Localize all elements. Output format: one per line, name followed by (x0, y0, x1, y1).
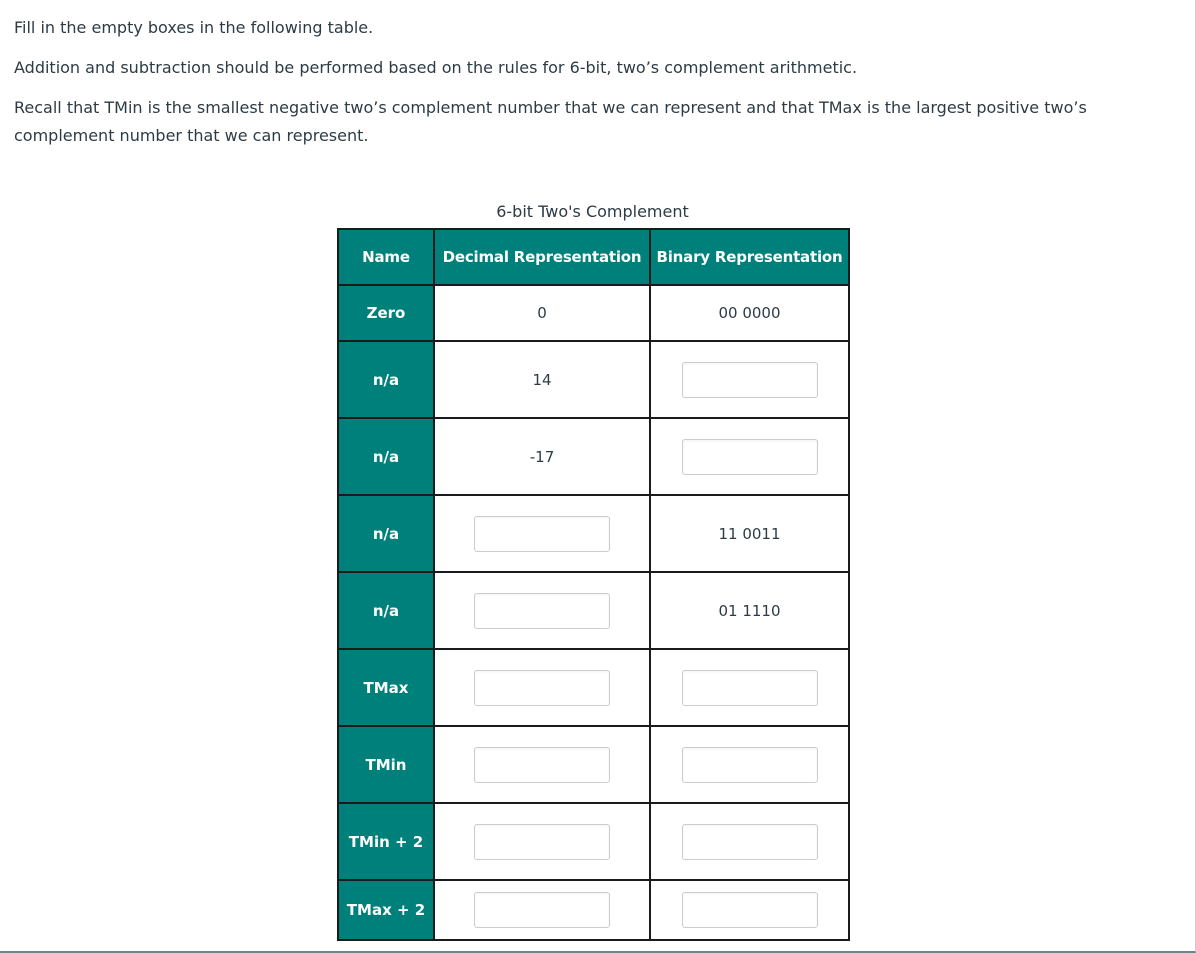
decimal-answer-input[interactable] (474, 516, 610, 552)
row-name: n/a (338, 495, 434, 572)
binary-value: 00 0000 (650, 285, 849, 341)
binary-value: 11 0011 (650, 495, 849, 572)
binary-answer-input[interactable] (682, 892, 818, 928)
twos-complement-table (337, 228, 850, 941)
decimal-answer-input[interactable] (474, 593, 610, 629)
binary-cell (650, 803, 849, 880)
binary-answer-input[interactable] (682, 439, 818, 475)
row-name: TMin (338, 726, 434, 803)
header-binary: Binary Representation (650, 229, 849, 285)
table-row (338, 649, 849, 726)
decimal-cell (434, 803, 650, 880)
header-decimal: Decimal Representation (434, 229, 650, 285)
table-row (338, 418, 849, 495)
table-row (338, 572, 849, 649)
instruction-arithmetic: Addition and subtraction should be performed based on the rules for 6-bit, two’s complement arithmetic. (14, 58, 858, 77)
row-name: n/a (338, 341, 434, 418)
binary-cell (650, 649, 849, 726)
table-header-row (338, 229, 849, 285)
decimal-answer-input[interactable] (474, 892, 610, 928)
table-row (338, 341, 849, 418)
decimal-cell (434, 726, 650, 803)
row-name: TMax + 2 (338, 880, 434, 940)
decimal-answer-input[interactable] (474, 747, 610, 783)
binary-answer-input[interactable] (682, 747, 818, 783)
decimal-value: 14 (434, 341, 650, 418)
row-name: Zero (338, 285, 434, 341)
decimal-cell (434, 572, 650, 649)
decimal-value: -17 (434, 418, 650, 495)
binary-answer-input[interactable] (682, 824, 818, 860)
instruction-fill: Fill in the empty boxes in the following table. (14, 18, 374, 37)
binary-cell (650, 880, 849, 940)
table-row (338, 285, 849, 341)
table-row (338, 880, 849, 940)
binary-cell (650, 418, 849, 495)
binary-answer-input[interactable] (682, 670, 818, 706)
row-name: TMin + 2 (338, 803, 434, 880)
binary-cell (650, 726, 849, 803)
table-row (338, 726, 849, 803)
table-row (338, 495, 849, 572)
table-body (338, 285, 849, 940)
instruction-tmin-tmax: Recall that TMin is the smallest negative two’s complement number that we can represent and that TMax is the largest positive two’s complement number that we can represent. (14, 98, 1087, 145)
decimal-cell (434, 649, 650, 726)
binary-value: 01 1110 (650, 572, 849, 649)
decimal-answer-input[interactable] (474, 824, 610, 860)
decimal-value: 0 (434, 285, 650, 341)
header-name: Name (338, 229, 434, 285)
decimal-cell (434, 495, 650, 572)
row-name: n/a (338, 418, 434, 495)
binary-cell (650, 341, 849, 418)
table-row (338, 803, 849, 880)
decimal-answer-input[interactable] (474, 670, 610, 706)
table-caption: 6-bit Two's Complement (496, 202, 689, 221)
binary-answer-input[interactable] (682, 362, 818, 398)
decimal-cell (434, 880, 650, 940)
row-name: TMax (338, 649, 434, 726)
row-name: n/a (338, 572, 434, 649)
